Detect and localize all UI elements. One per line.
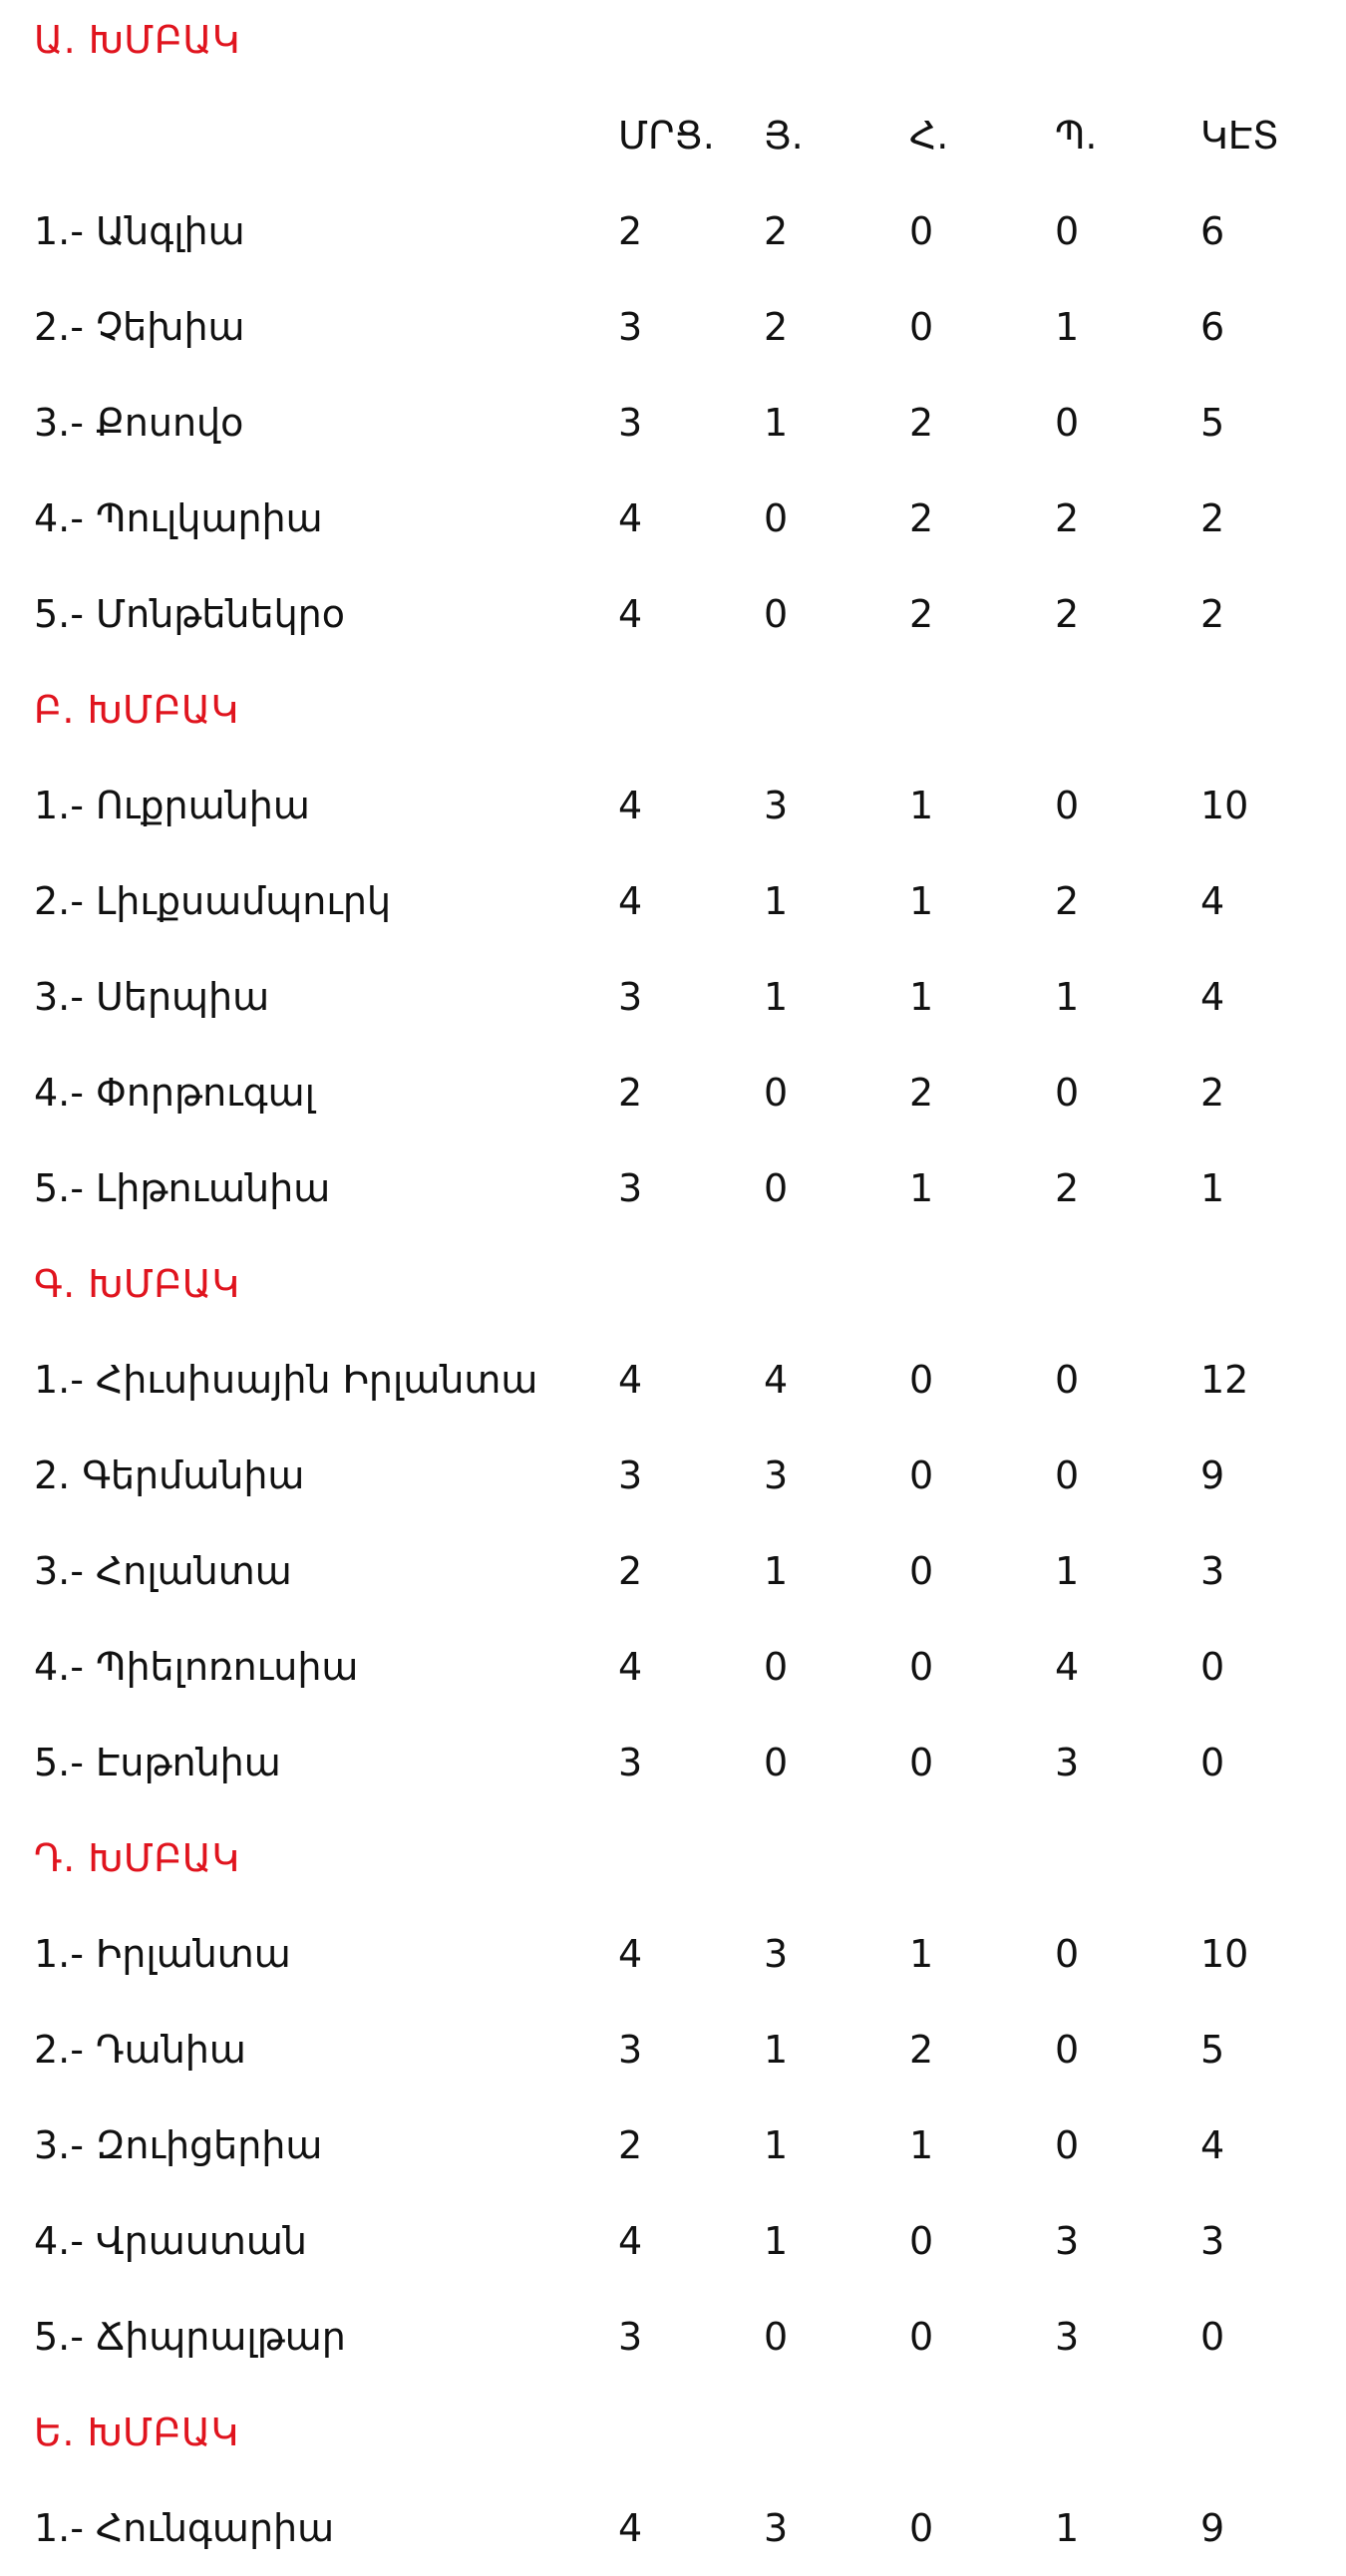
team-name: 5.- Էսթոնիա bbox=[34, 1741, 281, 1784]
team-row bbox=[0, 1140, 1346, 1236]
stat-matches-played: 4 bbox=[618, 496, 643, 540]
group-title: Գ. ԽՄԲԱԿ bbox=[34, 1262, 240, 1306]
team-row bbox=[0, 566, 1346, 662]
column-header-losses: Պ. bbox=[1055, 114, 1098, 158]
stat-points: 0 bbox=[1200, 2315, 1225, 2359]
team-name: 1.- Անգլիա bbox=[34, 209, 245, 253]
stat-losses: 2 bbox=[1055, 879, 1080, 923]
team-name: 2.- Չեխիա bbox=[34, 305, 245, 349]
stat-losses: 0 bbox=[1055, 1071, 1080, 1115]
column-header-matches-played: ՄՐՑ. bbox=[618, 114, 715, 158]
stat-losses: 3 bbox=[1055, 2315, 1080, 2359]
team-name: 1.- Հիւսիսային Իրլանտա bbox=[34, 1358, 538, 1402]
team-row bbox=[0, 2289, 1346, 2385]
stat-draws: 0 bbox=[909, 305, 934, 349]
stat-wins: 1 bbox=[764, 401, 789, 445]
stat-wins: 0 bbox=[764, 496, 789, 540]
stat-matches-played: 3 bbox=[618, 2315, 643, 2359]
group-title-row bbox=[0, 662, 1346, 758]
group-title-row bbox=[0, 2385, 1346, 2480]
stat-points: 0 bbox=[1200, 1645, 1225, 1689]
team-row bbox=[0, 375, 1346, 471]
stat-draws: 1 bbox=[909, 2123, 934, 2167]
stat-matches-played: 3 bbox=[618, 1453, 643, 1497]
stat-wins: 3 bbox=[764, 784, 789, 827]
stat-matches-played: 3 bbox=[618, 2028, 643, 2072]
stat-wins: 3 bbox=[764, 1453, 789, 1497]
stat-wins: 1 bbox=[764, 1549, 789, 1593]
column-header-row bbox=[0, 88, 1346, 183]
stat-points: 9 bbox=[1200, 1453, 1225, 1497]
stat-matches-played: 2 bbox=[618, 1549, 643, 1593]
stat-points: 4 bbox=[1200, 2123, 1225, 2167]
stat-points: 2 bbox=[1200, 592, 1225, 636]
team-name: 5.- Լիթուանիա bbox=[34, 1166, 331, 1210]
stat-matches-played: 2 bbox=[618, 2123, 643, 2167]
team-row bbox=[0, 1523, 1346, 1619]
team-row bbox=[0, 1428, 1346, 1523]
stat-losses: 0 bbox=[1055, 209, 1080, 253]
stat-losses: 2 bbox=[1055, 496, 1080, 540]
stat-matches-played: 2 bbox=[618, 209, 643, 253]
stat-losses: 0 bbox=[1055, 2123, 1080, 2167]
stat-points: 4 bbox=[1200, 879, 1225, 923]
stat-wins: 2 bbox=[764, 305, 789, 349]
team-name: 4.- Պուլկարիա bbox=[34, 496, 323, 540]
stat-wins: 3 bbox=[764, 2506, 789, 2550]
team-row bbox=[0, 279, 1346, 375]
stat-wins: 1 bbox=[764, 975, 789, 1019]
team-row bbox=[0, 2002, 1346, 2097]
stat-matches-played: 4 bbox=[618, 784, 643, 827]
stat-matches-played: 2 bbox=[618, 1071, 643, 1115]
team-row bbox=[0, 471, 1346, 566]
stat-losses: 0 bbox=[1055, 401, 1080, 445]
team-row bbox=[0, 2480, 1346, 2576]
stat-points: 3 bbox=[1200, 1549, 1225, 1593]
stat-points: 5 bbox=[1200, 2028, 1225, 2072]
stat-matches-played: 4 bbox=[618, 2219, 643, 2263]
team-name: 3.- Հոլանտա bbox=[34, 1549, 292, 1593]
column-header-draws: Հ. bbox=[909, 114, 949, 158]
stat-draws: 1 bbox=[909, 784, 934, 827]
stat-draws: 2 bbox=[909, 496, 934, 540]
stat-points: 9 bbox=[1200, 2506, 1225, 2550]
stat-matches-played: 3 bbox=[618, 305, 643, 349]
team-name: 4.- Փորթուգալ bbox=[34, 1071, 315, 1115]
stat-draws: 0 bbox=[909, 2219, 934, 2263]
stat-wins: 0 bbox=[764, 1645, 789, 1689]
stat-draws: 0 bbox=[909, 2506, 934, 2550]
stat-matches-played: 3 bbox=[618, 401, 643, 445]
stat-draws: 1 bbox=[909, 975, 934, 1019]
stat-wins: 4 bbox=[764, 1358, 789, 1402]
stat-points: 4 bbox=[1200, 975, 1225, 1019]
stat-draws: 2 bbox=[909, 592, 934, 636]
stat-points: 12 bbox=[1200, 1358, 1249, 1402]
stat-matches-played: 4 bbox=[618, 1645, 643, 1689]
stat-wins: 0 bbox=[764, 1071, 789, 1115]
stat-matches-played: 3 bbox=[618, 975, 643, 1019]
stat-draws: 0 bbox=[909, 1358, 934, 1402]
stat-points: 0 bbox=[1200, 1741, 1225, 1784]
stat-points: 2 bbox=[1200, 1071, 1225, 1115]
team-name: 3.- Քոսովօ bbox=[34, 401, 244, 445]
team-row bbox=[0, 1906, 1346, 2002]
stat-points: 10 bbox=[1200, 1932, 1249, 1976]
stat-wins: 0 bbox=[764, 2315, 789, 2359]
group-title-row bbox=[0, 1810, 1346, 1906]
stat-draws: 0 bbox=[909, 1549, 934, 1593]
stat-points: 2 bbox=[1200, 496, 1225, 540]
stat-losses: 1 bbox=[1055, 305, 1080, 349]
team-name: 2.- Լիւքսամպուրկ bbox=[34, 879, 392, 923]
team-name: 3.- Զուիցերիա bbox=[34, 2123, 323, 2167]
stat-draws: 0 bbox=[909, 2315, 934, 2359]
stat-losses: 2 bbox=[1055, 592, 1080, 636]
team-row bbox=[0, 1045, 1346, 1140]
stat-draws: 1 bbox=[909, 879, 934, 923]
team-row bbox=[0, 183, 1346, 279]
team-row bbox=[0, 949, 1346, 1045]
team-row bbox=[0, 853, 1346, 949]
stat-draws: 1 bbox=[909, 1932, 934, 1976]
group-title: Ե. ԽՄԲԱԿ bbox=[34, 2411, 239, 2454]
stat-losses: 0 bbox=[1055, 2028, 1080, 2072]
stat-draws: 2 bbox=[909, 1071, 934, 1115]
team-name: 4.- Պիելոռուսիա bbox=[34, 1645, 359, 1689]
team-row bbox=[0, 2097, 1346, 2193]
team-row bbox=[0, 1332, 1346, 1428]
stat-wins: 2 bbox=[764, 209, 789, 253]
team-name: 4.- Վրաստան bbox=[34, 2219, 307, 2263]
column-header-points: ԿԷՏ bbox=[1200, 114, 1279, 158]
stat-points: 10 bbox=[1200, 784, 1249, 827]
group-title: Դ. ԽՄԲԱԿ bbox=[34, 1836, 240, 1880]
stat-points: 5 bbox=[1200, 401, 1225, 445]
stat-points: 6 bbox=[1200, 305, 1225, 349]
stat-points: 3 bbox=[1200, 2219, 1225, 2263]
stat-losses: 0 bbox=[1055, 784, 1080, 827]
team-name: 5.- Ճիպրալթար bbox=[34, 2315, 346, 2359]
stat-draws: 0 bbox=[909, 1453, 934, 1497]
stat-draws: 2 bbox=[909, 401, 934, 445]
stat-matches-played: 4 bbox=[618, 1932, 643, 1976]
team-row bbox=[0, 1715, 1346, 1810]
stat-wins: 0 bbox=[764, 592, 789, 636]
stat-points: 6 bbox=[1200, 209, 1225, 253]
team-name: 3.- Սերպիա bbox=[34, 975, 270, 1019]
team-name: 2.- Դանիա bbox=[34, 2028, 246, 2072]
stat-wins: 1 bbox=[764, 879, 789, 923]
stat-matches-played: 4 bbox=[618, 1358, 643, 1402]
stat-losses: 0 bbox=[1055, 1932, 1080, 1976]
team-name: 5.- Մոնթենեկրօ bbox=[34, 592, 345, 636]
stat-matches-played: 4 bbox=[618, 2506, 643, 2550]
stat-losses: 1 bbox=[1055, 1549, 1080, 1593]
stat-draws: 1 bbox=[909, 1166, 934, 1210]
team-name: 1.- Ուքրանիա bbox=[34, 784, 310, 827]
stat-wins: 1 bbox=[764, 2028, 789, 2072]
stat-matches-played: 4 bbox=[618, 592, 643, 636]
stat-wins: 0 bbox=[764, 1741, 789, 1784]
stat-wins: 0 bbox=[764, 1166, 789, 1210]
stat-losses: 3 bbox=[1055, 2219, 1080, 2263]
team-name: 1.- Հունգարիա bbox=[34, 2506, 335, 2550]
column-header-wins: Յ. bbox=[764, 114, 804, 158]
team-name: 2. Գերմանիա bbox=[34, 1453, 305, 1497]
team-row bbox=[0, 758, 1346, 853]
stat-draws: 0 bbox=[909, 1645, 934, 1689]
stat-draws: 0 bbox=[909, 209, 934, 253]
stat-draws: 2 bbox=[909, 2028, 934, 2072]
stat-losses: 1 bbox=[1055, 975, 1080, 1019]
stat-draws: 0 bbox=[909, 1741, 934, 1784]
team-row bbox=[0, 2193, 1346, 2289]
stat-wins: 1 bbox=[764, 2123, 789, 2167]
stat-matches-played: 3 bbox=[618, 1741, 643, 1784]
team-name: 1.- Իրլանտա bbox=[34, 1932, 291, 1976]
stat-losses: 4 bbox=[1055, 1645, 1080, 1689]
stat-losses: 1 bbox=[1055, 2506, 1080, 2550]
stat-wins: 1 bbox=[764, 2219, 789, 2263]
group-title-row bbox=[0, 1236, 1346, 1332]
stat-losses: 0 bbox=[1055, 1358, 1080, 1402]
stat-losses: 3 bbox=[1055, 1741, 1080, 1784]
stat-matches-played: 3 bbox=[618, 1166, 643, 1210]
group-title: Բ. ԽՄԲԱԿ bbox=[34, 688, 239, 732]
group-title-row bbox=[0, 0, 1346, 88]
stat-matches-played: 4 bbox=[618, 879, 643, 923]
group-title: Ա. ԽՄԲԱԿ bbox=[34, 18, 241, 62]
stat-wins: 3 bbox=[764, 1932, 789, 1976]
team-row bbox=[0, 1619, 1346, 1715]
stat-losses: 0 bbox=[1055, 1453, 1080, 1497]
stat-losses: 2 bbox=[1055, 1166, 1080, 1210]
stat-points: 1 bbox=[1200, 1166, 1225, 1210]
